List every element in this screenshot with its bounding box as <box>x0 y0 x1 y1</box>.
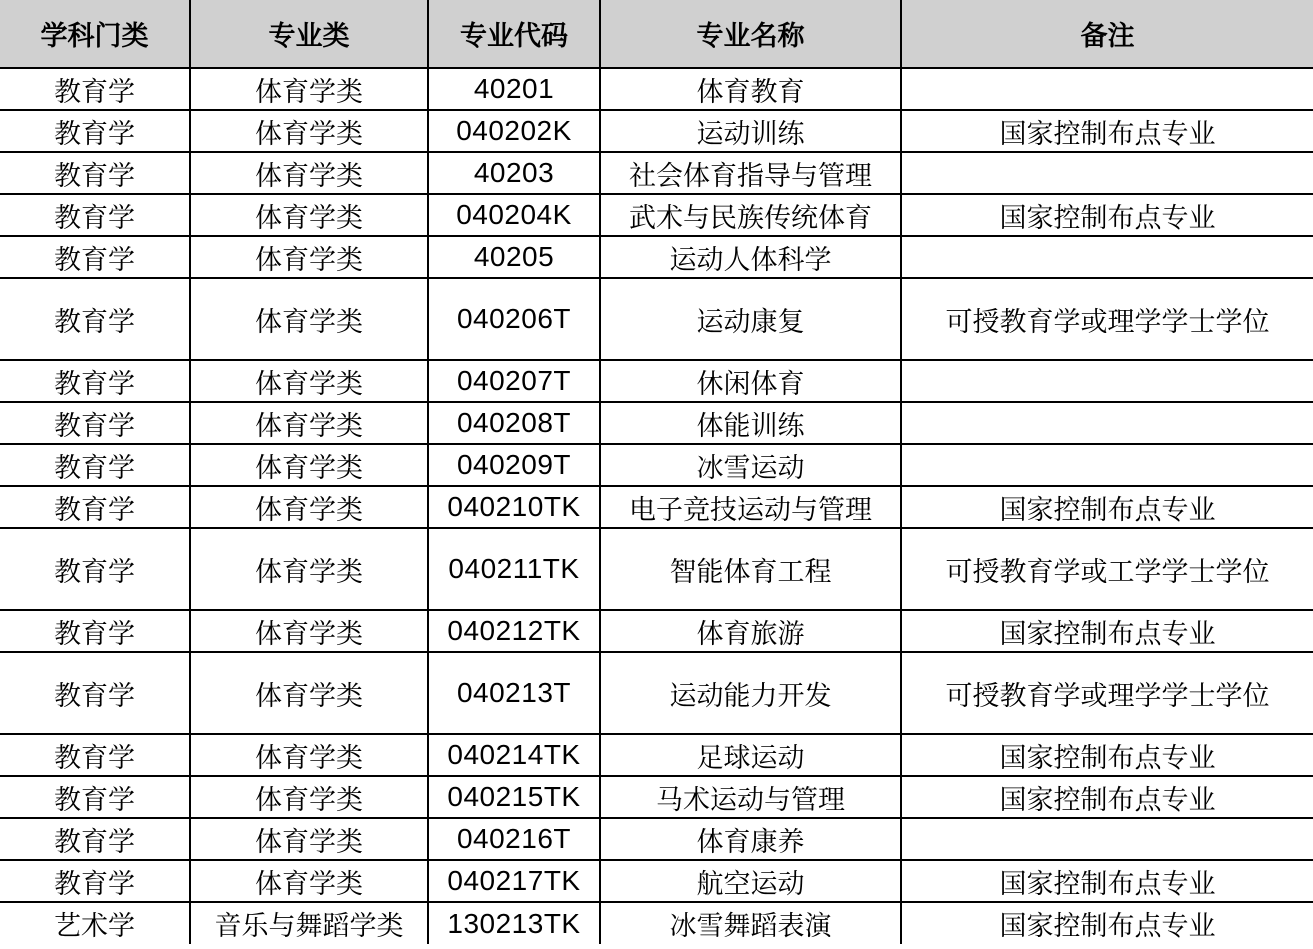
cell-major-class: 体育学类 <box>190 486 428 528</box>
table-row <box>0 610 1313 652</box>
cell-major-code: 40205 <box>428 236 600 278</box>
table-row <box>0 652 1313 734</box>
cell-discipline-category: 艺术学 <box>0 902 190 944</box>
table-row <box>0 444 1313 486</box>
cell-major-name: 足球运动 <box>600 734 901 776</box>
cell-major-name: 运动康复 <box>600 278 901 360</box>
table-row <box>0 402 1313 444</box>
cell-remark: 国家控制布点专业 <box>901 902 1313 944</box>
col-header-remark: 备注 <box>901 0 1313 68</box>
cell-discipline-category: 教育学 <box>0 360 190 402</box>
table-row <box>0 152 1313 194</box>
cell-discipline-category: 教育学 <box>0 236 190 278</box>
cell-major-code: 040207T <box>428 360 600 402</box>
cell-discipline-category: 教育学 <box>0 610 190 652</box>
cell-major-class: 体育学类 <box>190 610 428 652</box>
table-row <box>0 278 1313 360</box>
cell-remark: 可授教育学或理学学士学位 <box>901 652 1313 734</box>
col-header-major-name: 专业名称 <box>600 0 901 68</box>
cell-remark <box>901 402 1313 444</box>
cell-major-class: 体育学类 <box>190 360 428 402</box>
cell-major-name: 智能体育工程 <box>600 528 901 610</box>
cell-remark <box>901 152 1313 194</box>
table-row <box>0 68 1313 110</box>
cell-remark <box>901 818 1313 860</box>
cell-major-name: 马术运动与管理 <box>600 776 901 818</box>
cell-remark: 可授教育学或理学学士学位 <box>901 278 1313 360</box>
cell-major-class: 体育学类 <box>190 528 428 610</box>
cell-major-name: 冰雪运动 <box>600 444 901 486</box>
cell-major-name: 体能训练 <box>600 402 901 444</box>
table-row <box>0 528 1313 610</box>
cell-major-name: 武术与民族传统体育 <box>600 194 901 236</box>
cell-major-class: 体育学类 <box>190 860 428 902</box>
table-row <box>0 860 1313 902</box>
cell-major-class: 体育学类 <box>190 818 428 860</box>
cell-major-code: 040211TK <box>428 528 600 610</box>
cell-discipline-category: 教育学 <box>0 652 190 734</box>
header-row <box>0 0 1313 68</box>
cell-discipline-category: 教育学 <box>0 860 190 902</box>
cell-major-name: 体育教育 <box>600 68 901 110</box>
table-row <box>0 902 1313 944</box>
cell-major-name: 电子竞技运动与管理 <box>600 486 901 528</box>
cell-discipline-category: 教育学 <box>0 776 190 818</box>
table-row <box>0 486 1313 528</box>
col-header-major-code: 专业代码 <box>428 0 600 68</box>
table-row <box>0 360 1313 402</box>
cell-discipline-category: 教育学 <box>0 110 190 152</box>
cell-remark: 国家控制布点专业 <box>901 734 1313 776</box>
cell-major-name: 体育旅游 <box>600 610 901 652</box>
table-row <box>0 236 1313 278</box>
cell-major-class: 体育学类 <box>190 68 428 110</box>
cell-major-name: 运动人体科学 <box>600 236 901 278</box>
cell-remark: 国家控制布点专业 <box>901 110 1313 152</box>
cell-major-class: 体育学类 <box>190 402 428 444</box>
cell-remark: 国家控制布点专业 <box>901 776 1313 818</box>
cell-remark: 国家控制布点专业 <box>901 610 1313 652</box>
cell-remark <box>901 360 1313 402</box>
cell-discipline-category: 教育学 <box>0 818 190 860</box>
cell-major-name: 运动能力开发 <box>600 652 901 734</box>
cell-remark <box>901 68 1313 110</box>
cell-major-class: 体育学类 <box>190 110 428 152</box>
cell-major-name: 社会体育指导与管理 <box>600 152 901 194</box>
cell-major-code: 040202K <box>428 110 600 152</box>
cell-discipline-category: 教育学 <box>0 402 190 444</box>
cell-major-class: 体育学类 <box>190 444 428 486</box>
table-row <box>0 194 1313 236</box>
cell-major-code: 040214TK <box>428 734 600 776</box>
cell-discipline-category: 教育学 <box>0 444 190 486</box>
col-header-major-class: 专业类 <box>190 0 428 68</box>
cell-major-code: 040210TK <box>428 486 600 528</box>
cell-major-code: 040213T <box>428 652 600 734</box>
cell-major-name: 运动训练 <box>600 110 901 152</box>
cell-major-class: 音乐与舞蹈学类 <box>190 902 428 944</box>
cell-remark <box>901 236 1313 278</box>
cell-major-code: 40201 <box>428 68 600 110</box>
cell-discipline-category: 教育学 <box>0 486 190 528</box>
cell-discipline-category: 教育学 <box>0 734 190 776</box>
cell-major-code: 040209T <box>428 444 600 486</box>
cell-major-code: 040212TK <box>428 610 600 652</box>
cell-major-class: 体育学类 <box>190 236 428 278</box>
cell-remark: 国家控制布点专业 <box>901 860 1313 902</box>
cell-discipline-category: 教育学 <box>0 278 190 360</box>
cell-remark <box>901 444 1313 486</box>
cell-major-name: 休闲体育 <box>600 360 901 402</box>
cell-major-code: 040215TK <box>428 776 600 818</box>
cell-major-code: 40203 <box>428 152 600 194</box>
cell-major-name: 冰雪舞蹈表演 <box>600 902 901 944</box>
cell-major-code: 130213TK <box>428 902 600 944</box>
cell-major-class: 体育学类 <box>190 194 428 236</box>
cell-major-code: 040216T <box>428 818 600 860</box>
col-header-discipline-category: 学科门类 <box>0 0 190 68</box>
cell-major-class: 体育学类 <box>190 278 428 360</box>
cell-major-class: 体育学类 <box>190 776 428 818</box>
cell-remark: 可授教育学或工学学士学位 <box>901 528 1313 610</box>
cell-major-code: 040217TK <box>428 860 600 902</box>
cell-major-class: 体育学类 <box>190 734 428 776</box>
cell-major-class: 体育学类 <box>190 152 428 194</box>
table-row <box>0 734 1313 776</box>
cell-major-name: 体育康养 <box>600 818 901 860</box>
cell-major-code: 040204K <box>428 194 600 236</box>
cell-discipline-category: 教育学 <box>0 528 190 610</box>
table-row <box>0 776 1313 818</box>
cell-major-class: 体育学类 <box>190 652 428 734</box>
cell-discipline-category: 教育学 <box>0 152 190 194</box>
cell-remark: 国家控制布点专业 <box>901 194 1313 236</box>
cell-major-code: 040206T <box>428 278 600 360</box>
table-row <box>0 110 1313 152</box>
table-row <box>0 818 1313 860</box>
cell-discipline-category: 教育学 <box>0 194 190 236</box>
cell-major-name: 航空运动 <box>600 860 901 902</box>
cell-discipline-category: 教育学 <box>0 68 190 110</box>
cell-remark: 国家控制布点专业 <box>901 486 1313 528</box>
cell-major-code: 040208T <box>428 402 600 444</box>
